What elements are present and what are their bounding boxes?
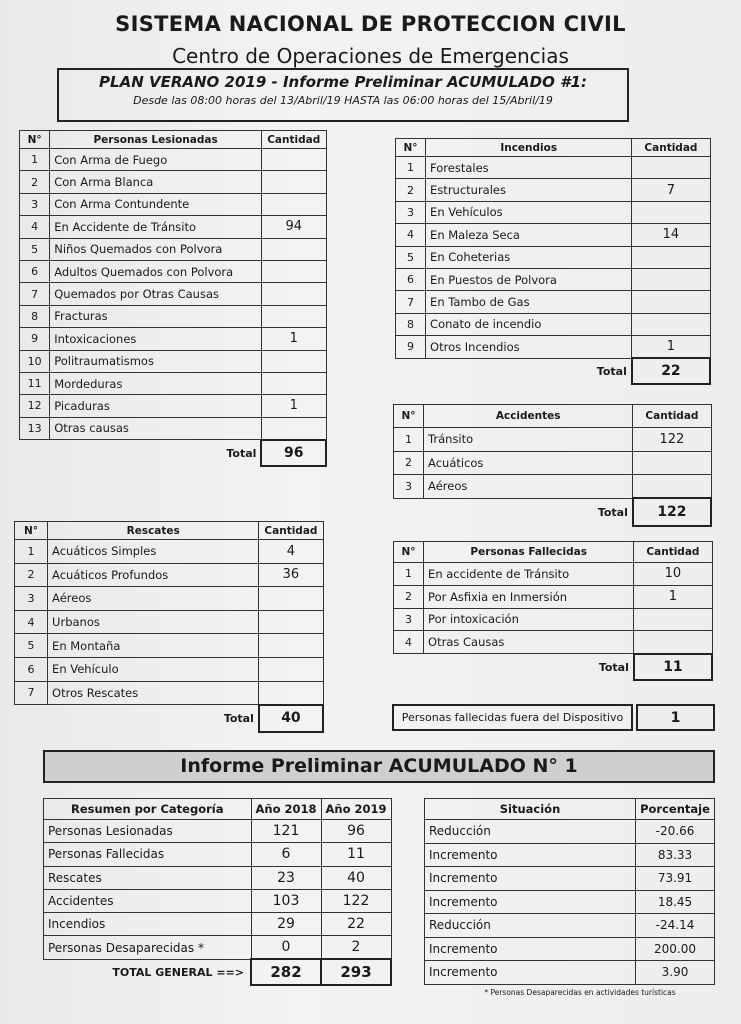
fallecidas-fuera-value: 1 [636, 704, 715, 731]
col-n: N° [20, 131, 50, 149]
table-row [15, 587, 324, 611]
row-quantity [259, 681, 323, 705]
row-number: 8 [396, 313, 426, 335]
porcentaje-value: 73.91 [636, 867, 715, 891]
table-row [44, 843, 392, 866]
total-label: Total [226, 446, 257, 460]
table-row [396, 201, 711, 223]
total-spacer [394, 654, 424, 681]
row-quantity [632, 157, 710, 179]
row-label: Otras Causas [424, 631, 634, 654]
row-quantity [632, 291, 710, 313]
row-number: 2 [20, 171, 50, 193]
footnote: * Personas Desaparecidas en actividades turísticas [484, 988, 676, 997]
table-row [20, 238, 327, 260]
col-situacion: Situación [425, 799, 636, 820]
row-number: 6 [396, 268, 426, 290]
row-quantity: 7 [632, 179, 710, 201]
total-row [394, 498, 712, 526]
table-row [44, 820, 392, 843]
row-label: Tránsito [424, 428, 633, 452]
row-label: Aéreos [424, 475, 633, 499]
row-number: 11 [20, 372, 50, 394]
row-quantity [634, 608, 712, 631]
plan-header-box [57, 68, 629, 122]
row-number: 6 [20, 260, 50, 282]
table-row [15, 610, 324, 634]
row-number: 3 [15, 587, 48, 611]
summary-banner: Informe Preliminar ACUMULADO N° 1 [43, 750, 715, 783]
table-row [15, 563, 324, 587]
row-label: En accidente de Tránsito [424, 563, 634, 586]
row-label: Acuáticos [424, 451, 633, 475]
table-row [425, 961, 715, 985]
table-row [394, 608, 713, 631]
category-label: Personas Fallecidas [44, 843, 252, 866]
row-label: En Montaña [48, 634, 259, 658]
row-quantity [632, 201, 710, 223]
col-label: Incendios [426, 139, 632, 157]
row-number: 2 [394, 451, 424, 475]
porcentaje-value: 200.00 [636, 937, 715, 961]
total-label: Total [598, 660, 629, 674]
table-row [425, 843, 715, 867]
row-number: 5 [15, 634, 48, 658]
row-label: Niños Quemados con Polvora [50, 238, 262, 260]
situacion-label: Incremento [425, 843, 636, 867]
table-row [44, 913, 392, 936]
table-row [44, 889, 392, 912]
plan-period: Desde las 08:00 horas del 13/Abril/19 HASTA las 06:00 horas del 15/Abril/19 [133, 94, 553, 107]
total-spacer [15, 705, 48, 733]
row-number: 3 [394, 608, 424, 631]
document-title: SISTEMA NACIONAL DE PROTECCION CIVIL [115, 12, 626, 36]
col-n: N° [394, 542, 424, 563]
total-value: 22 [632, 358, 710, 384]
col-category: Resumen por Categoría [44, 799, 252, 820]
col-label: Accidentes [424, 405, 633, 428]
table-row [15, 634, 324, 658]
row-number: 1 [20, 149, 50, 171]
table-row [394, 451, 712, 475]
total-spacer [394, 498, 424, 526]
table-row [20, 417, 327, 439]
table-row [394, 631, 713, 654]
row-quantity: 4 [259, 540, 323, 564]
total-general-label: TOTAL GENERAL ==> [112, 966, 244, 980]
col-label: Personas Fallecidas [424, 542, 634, 563]
accidentes-table [393, 404, 712, 527]
row-label: En Accidente de Tránsito [50, 216, 262, 238]
row-quantity [261, 238, 326, 260]
row-number: 3 [20, 193, 50, 215]
row-label: Con Arma Contundente [50, 193, 262, 215]
row-label: Urbanos [48, 610, 259, 634]
situacion-label: Reducción [425, 914, 636, 938]
value-2018: 29 [251, 913, 321, 936]
table-row [44, 866, 392, 889]
table-row [20, 171, 327, 193]
row-label: Por Asfixia en Inmersión [424, 585, 634, 608]
lesionadas-table [19, 130, 327, 467]
row-number: 7 [396, 291, 426, 313]
row-number: 9 [20, 328, 50, 350]
row-quantity: 1 [261, 395, 326, 417]
row-label: Estructurales [426, 179, 632, 201]
row-label: Con Arma de Fuego [50, 149, 262, 171]
table-row [394, 475, 712, 499]
row-quantity [261, 372, 326, 394]
table-row [396, 224, 711, 246]
value-2018: 6 [251, 843, 321, 866]
row-number: 6 [15, 657, 48, 681]
row-number: 1 [394, 428, 424, 452]
fallecidas-fuera-box [392, 704, 715, 731]
porcentaje-value: -24.14 [636, 914, 715, 938]
table-row [20, 260, 327, 282]
row-number: 9 [396, 336, 426, 358]
total-2018: 282 [251, 959, 321, 985]
table-row [20, 395, 327, 417]
value-2019: 40 [321, 866, 391, 889]
value-2019: 122 [321, 889, 391, 912]
total-value: 40 [259, 705, 323, 733]
row-quantity [634, 631, 712, 654]
document-subtitle: Centro de Operaciones de Emergencias [172, 44, 569, 68]
situacion-label: Incremento [425, 961, 636, 985]
row-label: Acuáticos Profundos [48, 563, 259, 587]
incendios-table [395, 138, 711, 385]
row-number: 4 [20, 216, 50, 238]
row-label: Con Arma Blanca [50, 171, 262, 193]
row-label: Fracturas [50, 305, 262, 327]
row-number: 3 [396, 201, 426, 223]
row-quantity [261, 260, 326, 282]
row-number: 7 [15, 681, 48, 705]
row-quantity: 14 [632, 224, 710, 246]
row-quantity [261, 417, 326, 439]
row-label: Picaduras [50, 395, 262, 417]
row-quantity: 1 [261, 328, 326, 350]
col-qty: Cantidad [634, 542, 712, 563]
row-number: 1 [396, 157, 426, 179]
col-label: Rescates [48, 522, 259, 540]
row-label: Politraumatismos [50, 350, 262, 372]
row-label: Conato de incendio [426, 313, 632, 335]
value-2018: 23 [251, 866, 321, 889]
row-label: Aéreos [48, 587, 259, 611]
row-quantity [261, 350, 326, 372]
total-label: Total [596, 364, 627, 378]
row-number: 3 [394, 475, 424, 499]
total-value: 122 [633, 498, 711, 526]
category-label: Accidentes [44, 889, 252, 912]
total-row [396, 358, 711, 384]
value-2019: 22 [321, 913, 391, 936]
situacion-label: Incremento [425, 867, 636, 891]
row-quantity: 10 [634, 563, 712, 586]
row-label: En Vehículos [426, 201, 632, 223]
table-row [44, 936, 392, 959]
row-number: 1 [15, 540, 48, 564]
row-label: Forestales [426, 157, 632, 179]
row-quantity: 94 [261, 216, 326, 238]
row-label: En Vehículo [48, 657, 259, 681]
value-2019: 2 [321, 936, 391, 959]
col-n: N° [396, 139, 426, 157]
row-label: En Maleza Seca [426, 224, 632, 246]
total-spacer [20, 440, 50, 466]
total-row [394, 654, 713, 681]
row-quantity [259, 587, 323, 611]
row-number: 13 [20, 417, 50, 439]
row-label: Acuáticos Simples [48, 540, 259, 564]
row-label: En Tambo de Gas [426, 291, 632, 313]
row-number: 7 [20, 283, 50, 305]
table-row [20, 328, 327, 350]
row-label: En Puestos de Polvora [426, 268, 632, 290]
row-label: Por intoxicación [424, 608, 634, 631]
table-row [425, 890, 715, 914]
row-number: 1 [394, 563, 424, 586]
row-number: 8 [20, 305, 50, 327]
col-2018: Año 2018 [251, 799, 321, 820]
total-value: 96 [261, 440, 326, 466]
category-label: Personas Desaparecidas * [44, 936, 252, 959]
row-quantity [259, 657, 323, 681]
total-2019: 293 [321, 959, 391, 985]
table-row [396, 179, 711, 201]
porcentaje-value: -20.66 [636, 820, 715, 844]
table-row [20, 372, 327, 394]
total-label: Total [597, 505, 628, 519]
situacion-table [424, 798, 715, 985]
table-row [20, 149, 327, 171]
porcentaje-value: 18.45 [636, 890, 715, 914]
row-label: Otras causas [50, 417, 262, 439]
table-row [15, 540, 324, 564]
col-qty: Cantidad [259, 522, 323, 540]
fallecidas-fuera-label: Personas fallecidas fuera del Dispositivo [392, 704, 633, 731]
col-label: Personas Lesionadas [50, 131, 262, 149]
row-quantity: 36 [259, 563, 323, 587]
row-quantity [261, 149, 326, 171]
row-quantity [632, 268, 710, 290]
resumen-table [43, 798, 392, 986]
table-row [396, 291, 711, 313]
row-number: 12 [20, 395, 50, 417]
row-label: Quemados por Otras Causas [50, 283, 262, 305]
table-row [425, 914, 715, 938]
value-2018: 121 [251, 820, 321, 843]
situacion-label: Reducción [425, 820, 636, 844]
total-row [15, 705, 324, 733]
value-2019: 11 [321, 843, 391, 866]
row-quantity [261, 283, 326, 305]
row-number: 2 [396, 179, 426, 201]
category-label: Rescates [44, 866, 252, 889]
table-row [425, 937, 715, 961]
row-number: 2 [15, 563, 48, 587]
col-qty: Cantidad [261, 131, 326, 149]
row-label: En Coheterias [426, 246, 632, 268]
row-quantity [259, 634, 323, 658]
porcentaje-value: 3.90 [636, 961, 715, 985]
category-label: Personas Lesionadas [44, 820, 252, 843]
table-row [20, 350, 327, 372]
table-row [396, 157, 711, 179]
table-row [425, 820, 715, 844]
table-row [396, 246, 711, 268]
row-quantity [261, 193, 326, 215]
table-row [425, 867, 715, 891]
porcentaje-value: 83.33 [636, 843, 715, 867]
col-n: N° [394, 405, 424, 428]
row-label: Adultos Quemados con Polvora [50, 260, 262, 282]
row-label: Mordeduras [50, 372, 262, 394]
table-row [15, 681, 324, 705]
col-qty: Cantidad [632, 139, 710, 157]
row-number: 4 [396, 224, 426, 246]
table-row [20, 283, 327, 305]
table-row [20, 216, 327, 238]
row-number: 5 [396, 246, 426, 268]
row-quantity: 1 [632, 336, 710, 358]
value-2018: 0 [251, 936, 321, 959]
rescates-table [14, 521, 324, 733]
total-general-row [44, 959, 392, 985]
row-label: Otros Incendios [426, 336, 632, 358]
row-number: 10 [20, 350, 50, 372]
col-qty: Cantidad [633, 405, 711, 428]
row-quantity [633, 451, 711, 475]
table-row [20, 305, 327, 327]
row-quantity [259, 610, 323, 634]
fallecidas-table [393, 541, 713, 681]
row-number: 5 [20, 238, 50, 260]
situacion-label: Incremento [425, 937, 636, 961]
row-quantity [632, 246, 710, 268]
total-spacer [396, 358, 426, 384]
value-2018: 103 [251, 889, 321, 912]
row-quantity [632, 313, 710, 335]
row-quantity [633, 475, 711, 499]
table-row [20, 193, 327, 215]
situacion-label: Incremento [425, 890, 636, 914]
row-label: Intoxicaciones [50, 328, 262, 350]
row-number: 4 [15, 610, 48, 634]
table-row [396, 313, 711, 335]
row-quantity: 1 [634, 585, 712, 608]
col-porcentaje: Porcentaje [636, 799, 715, 820]
row-number: 4 [394, 631, 424, 654]
table-row [394, 563, 713, 586]
plan-title: PLAN VERANO 2019 - Informe Preliminar ACUMULADO #1: [99, 73, 587, 91]
table-row [394, 428, 712, 452]
table-row [396, 268, 711, 290]
col-n: N° [15, 522, 48, 540]
total-label: Total [223, 712, 254, 726]
row-label: Otros Rescates [48, 681, 259, 705]
category-label: Incendios [44, 913, 252, 936]
total-row [20, 440, 327, 466]
row-quantity: 122 [633, 428, 711, 452]
row-quantity [261, 171, 326, 193]
col-2019: Año 2019 [321, 799, 391, 820]
table-row [394, 585, 713, 608]
row-quantity [261, 305, 326, 327]
total-value: 11 [634, 654, 712, 681]
row-number: 2 [394, 585, 424, 608]
table-row [15, 657, 324, 681]
value-2019: 96 [321, 820, 391, 843]
table-row [396, 336, 711, 358]
